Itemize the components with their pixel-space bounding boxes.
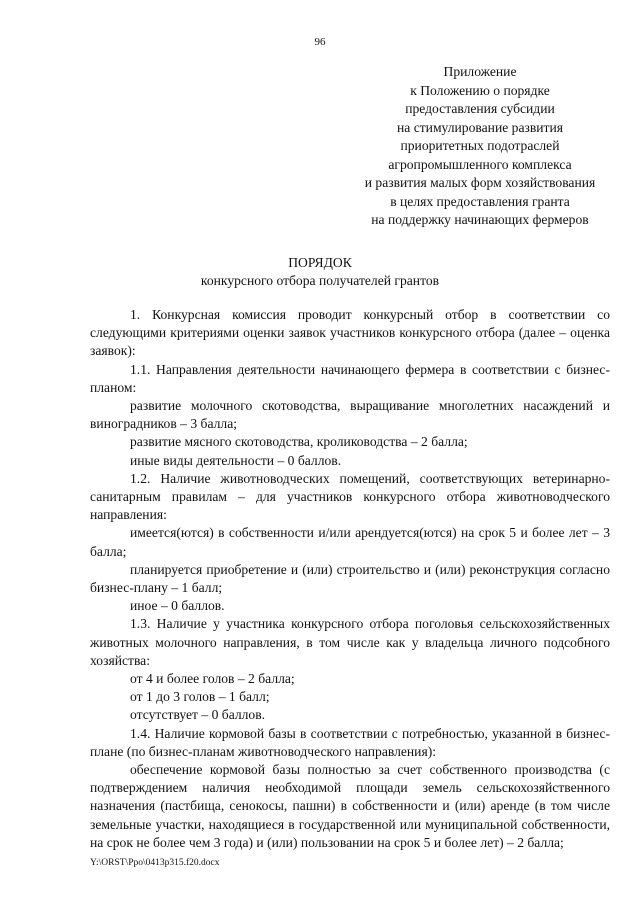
appendix-line: к Положению о порядке <box>410 82 550 98</box>
paragraph: иные виды деятельности – 0 баллов. <box>130 452 342 468</box>
paragraph: 1.4. Наличие кормовой базы в соответствии с потребностью, указанной в бизнес-плане (по бизнес-планам животноводческого направления): <box>90 725 610 759</box>
file-path-footer: Y:\ORST\Ppo\0413p315.f20.docx <box>90 858 220 868</box>
paragraph: 1. Конкурсная комиссия проводит конкурсный отбор в соответствии со следующими критериями оценки заявок участников конкурсного отбора (далее – оценка заявок): <box>90 307 610 359</box>
paragraph: иное – 0 баллов. <box>130 598 225 614</box>
appendix-line: на поддержку начинающих фермеров <box>371 212 589 227</box>
paragraph: 1.1. Направления деятельности начинающего фермера в соответствии с бизнес-планом: <box>90 361 610 395</box>
appendix-line: и развития малых форм хозяйствования <box>364 175 596 190</box>
paragraph: от 1 до 3 голов – 1 балл; <box>130 689 270 705</box>
appendix-line: приоритетных подотраслей <box>400 138 560 153</box>
paragraph: имеется(ются) в собственности и/или арендуется(ются) на срок 5 и более лет – 3 балла; <box>90 525 610 559</box>
appendix-line: предоставления субсидии <box>405 101 555 116</box>
paragraph: от 4 и более голов – 2 балла; <box>130 671 295 687</box>
paragraph: 1.3. Наличие у участника конкурсного отбора поголовья сельскохозяйственных животных молочного направления, в том числе как у владельца личного подсобного хозяйства: <box>90 616 610 668</box>
document-subtitle: конкурсного отбора получателей грантов <box>200 273 440 288</box>
appendix-header <box>340 63 620 230</box>
appendix-line: Приложение <box>443 64 517 79</box>
paragraph: развитие молочного скотоводства, выращивание многолетних насаждений и виноградников – 3 балла; <box>90 398 610 432</box>
paragraph: обеспечение кормовой базы полностью за счет собственного производства (с подтверждением наличия необходимой площади земель сельскохозяйственного назначения (пастбища, сенокосы, пашни) в собственности и (или) аренде (в том числе земельные участки, находящиеся в государственной или муниципальной собственности, на срок не более чем 3 года) и (или) пользовании на срок 5 и более лет) – 2 балла; <box>90 762 610 850</box>
page-number: 96 <box>314 36 326 48</box>
paragraph: планируется приобретение и (или) строительство и (или) реконструкция согласно бизнес-плану – 1 балл; <box>90 561 610 596</box>
paragraph: отсутствует – 0 баллов. <box>130 707 266 723</box>
document-body <box>90 306 610 852</box>
paragraph: 1.2. Наличие животноводческих помещений, соответствующих ветеринарно-санитарным правилам – для участников конкурсного отбора животноводческого направления: <box>90 470 610 523</box>
document-title: ПОРЯДОК <box>288 255 352 270</box>
appendix-line: на стимулирование развития <box>396 119 564 135</box>
paragraph: развитие мясного скотоводства, кролиководства – 2 балла; <box>130 434 468 450</box>
appendix-line: агропромышленного комплекса <box>388 156 572 172</box>
appendix-line: в целях предоставления гранта <box>390 193 570 209</box>
